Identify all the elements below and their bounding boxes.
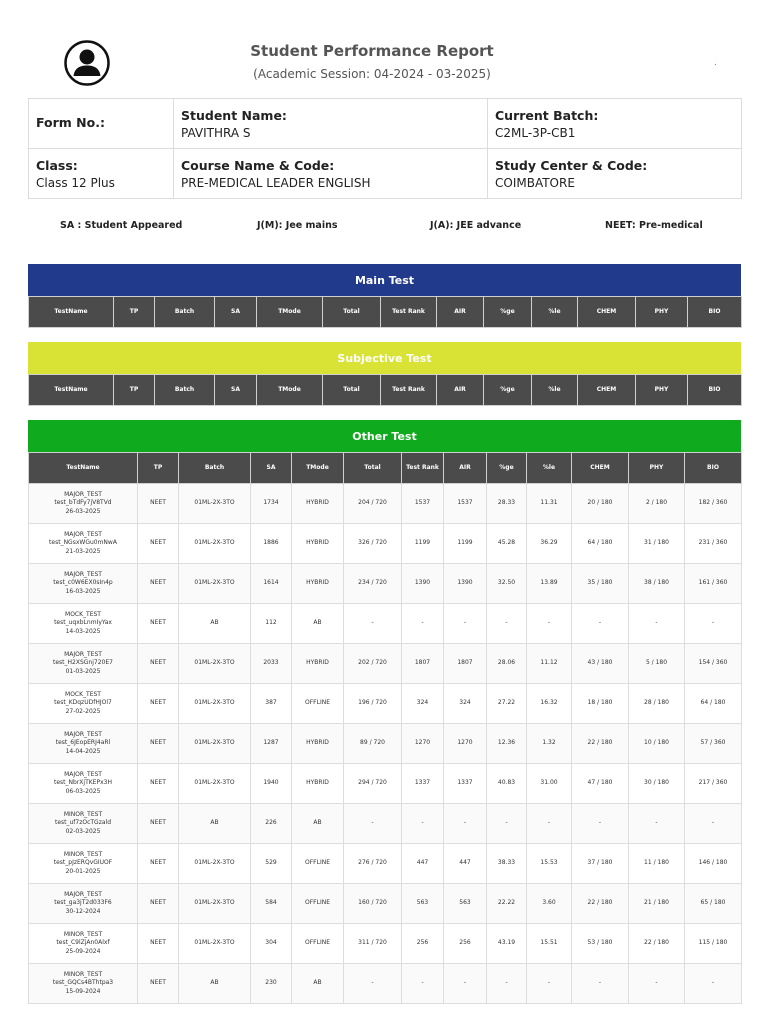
column-header-sa: SA	[215, 375, 257, 406]
cell-phy: 2 / 180	[629, 484, 685, 524]
cell-tmode: HYBRID	[292, 724, 344, 764]
cell-air: 1337	[444, 764, 487, 804]
column-header-testname: TestName	[29, 297, 114, 328]
course-cell	[174, 149, 488, 199]
column-header-batch: Batch	[155, 375, 215, 406]
cell-test-rank: 1199	[402, 524, 444, 564]
cell-total: 326 / 720	[344, 524, 402, 564]
cell-testname: MAJOR_TEST test_NbrXjTKEPx3H 06-03-2025	[29, 764, 138, 804]
cell-test-rank: 1807	[402, 644, 444, 684]
cell-phy: 10 / 180	[629, 724, 685, 764]
current-batch-value: C2ML-3P-CB1	[495, 125, 576, 140]
cell-bio: 154 / 360	[685, 644, 742, 684]
cell-tp: NEET	[138, 724, 179, 764]
other-test-table	[28, 452, 742, 1004]
cell-test-rank: 324	[402, 684, 444, 724]
cell-chem: 18 / 180	[572, 684, 629, 724]
class-label: Class:	[36, 157, 78, 173]
main-test-banner: Main Test	[28, 264, 741, 296]
cell-tp: NEET	[138, 844, 179, 884]
cell-pct-le: 15.51	[527, 924, 572, 964]
column-header-pct-le: %le	[532, 297, 578, 328]
cell-pct-le: 11.31	[527, 484, 572, 524]
header-dot: .	[714, 58, 717, 68]
legend-jee-mains: J(M): Jee mains	[257, 220, 338, 231]
cell-sa: 2033	[251, 644, 292, 684]
cell-chem: 64 / 180	[572, 524, 629, 564]
cell-tp: NEET	[138, 964, 179, 1004]
legend-jee-advance: J(A): JEE advance	[430, 220, 522, 231]
cell-air: 1537	[444, 484, 487, 524]
column-header-phy: PHY	[636, 375, 688, 406]
cell-chem: -	[572, 804, 629, 844]
cell-tmode: OFFLINE	[292, 884, 344, 924]
cell-testname: MOCK_TEST test_uqxbLnmIyYax 14-03-2025	[29, 604, 138, 644]
cell-batch: 01ML-2X-3TO	[179, 844, 251, 884]
cell-air: 324	[444, 684, 487, 724]
cell-total: -	[344, 964, 402, 1004]
cell-batch: AB	[179, 604, 251, 644]
cell-test-rank: 1270	[402, 724, 444, 764]
cell-test-rank: -	[402, 604, 444, 644]
cell-sa: 304	[251, 924, 292, 964]
legend-neet: NEET: Pre-medical	[605, 220, 703, 231]
table-row	[29, 964, 742, 1004]
cell-tmode: OFFLINE	[292, 844, 344, 884]
cell-bio: -	[685, 964, 742, 1004]
cell-batch: 01ML-2X-3TO	[179, 764, 251, 804]
cell-testname: MINOR_TEST test_GQCs4BThtpa3 15-09-2024	[29, 964, 138, 1004]
table-row	[29, 804, 742, 844]
cell-total: 89 / 720	[344, 724, 402, 764]
cell-pct-le: 15.53	[527, 844, 572, 884]
cell-bio: 231 / 360	[685, 524, 742, 564]
cell-testname: MINOR_TEST test_pJzERQvGIUOF 20-01-2025	[29, 844, 138, 884]
cell-total: 294 / 720	[344, 764, 402, 804]
cell-pct-le: 36.29	[527, 524, 572, 564]
cell-phy: -	[629, 604, 685, 644]
cell-pct-le: -	[527, 964, 572, 1004]
table-row	[29, 484, 742, 524]
cell-batch: 01ML-2X-3TO	[179, 724, 251, 764]
cell-batch: 01ML-2X-3TO	[179, 644, 251, 684]
cell-pct-le: 16.32	[527, 684, 572, 724]
table-row	[29, 764, 742, 804]
cell-tmode: HYBRID	[292, 484, 344, 524]
other-test-header-row	[29, 453, 742, 484]
cell-pct-ge: 27.22	[487, 684, 527, 724]
cell-test-rank: 1537	[402, 484, 444, 524]
cell-pct-ge: -	[487, 804, 527, 844]
column-header-sa: SA	[215, 297, 257, 328]
cell-total: 234 / 720	[344, 564, 402, 604]
student-name-label: Student Name:	[181, 107, 287, 123]
cell-air: 1199	[444, 524, 487, 564]
cell-sa: 387	[251, 684, 292, 724]
column-header-pct-le: %le	[527, 453, 572, 484]
study-center-cell	[488, 149, 742, 199]
column-header-total: Total	[323, 297, 381, 328]
cell-chem: 47 / 180	[572, 764, 629, 804]
column-header-test-rank: Test Rank	[402, 453, 444, 484]
column-header-tmode: TMode	[257, 375, 323, 406]
column-header-pct-ge: %ge	[484, 375, 532, 406]
cell-sa: 1734	[251, 484, 292, 524]
column-header-sa: SA	[251, 453, 292, 484]
cell-test-rank: 563	[402, 884, 444, 924]
table-row	[29, 884, 742, 924]
cell-total: 204 / 720	[344, 484, 402, 524]
cell-sa: 584	[251, 884, 292, 924]
cell-pct-ge: 28.33	[487, 484, 527, 524]
cell-pct-ge: 28.06	[487, 644, 527, 684]
column-header-tp: TP	[114, 375, 155, 406]
cell-chem: 35 / 180	[572, 564, 629, 604]
cell-air: 1807	[444, 644, 487, 684]
cell-tmode: HYBRID	[292, 564, 344, 604]
cell-pct-ge: 38.33	[487, 844, 527, 884]
cell-chem: -	[572, 964, 629, 1004]
cell-phy: 30 / 180	[629, 764, 685, 804]
cell-bio: 64 / 180	[685, 684, 742, 724]
cell-batch: AB	[179, 964, 251, 1004]
subjective-test-header-row	[29, 375, 742, 406]
column-header-testname: TestName	[29, 453, 138, 484]
cell-pct-ge: 43.19	[487, 924, 527, 964]
cell-tp: NEET	[138, 604, 179, 644]
cell-batch: 01ML-2X-3TO	[179, 524, 251, 564]
column-header-tp: TP	[138, 453, 179, 484]
cell-batch: 01ML-2X-3TO	[179, 684, 251, 724]
cell-phy: -	[629, 964, 685, 1004]
cell-pct-ge: -	[487, 964, 527, 1004]
cell-bio: 146 / 180	[685, 844, 742, 884]
student-name-cell	[174, 99, 488, 149]
cell-testname: MAJOR_TEST test_NGsxWGu0mNwA 21-03-2025	[29, 524, 138, 564]
cell-phy: 5 / 180	[629, 644, 685, 684]
cell-chem: 53 / 180	[572, 924, 629, 964]
cell-total: -	[344, 604, 402, 644]
cell-pct-le: -	[527, 604, 572, 644]
cell-sa: 112	[251, 604, 292, 644]
column-header-air: AIR	[437, 375, 484, 406]
table-row	[29, 604, 742, 644]
table-row	[29, 564, 742, 604]
cell-phy: 31 / 180	[629, 524, 685, 564]
cell-pct-le: 31.00	[527, 764, 572, 804]
cell-pct-ge: 40.83	[487, 764, 527, 804]
table-row	[29, 684, 742, 724]
subjective-test-section	[28, 342, 741, 406]
column-header-bio: BIO	[688, 375, 742, 406]
cell-tp: NEET	[138, 924, 179, 964]
cell-tp: NEET	[138, 644, 179, 684]
cell-pct-le: 3.60	[527, 884, 572, 924]
report-title: Student Performance Report	[250, 42, 494, 60]
column-header-phy: PHY	[636, 297, 688, 328]
table-row	[29, 644, 742, 684]
cell-tp: NEET	[138, 884, 179, 924]
cell-bio: 182 / 360	[685, 484, 742, 524]
cell-batch: 01ML-2X-3TO	[179, 484, 251, 524]
column-header-batch: Batch	[179, 453, 251, 484]
cell-test-rank: 256	[402, 924, 444, 964]
cell-air: 563	[444, 884, 487, 924]
cell-pct-ge: -	[487, 604, 527, 644]
cell-batch: AB	[179, 804, 251, 844]
cell-tmode: AB	[292, 964, 344, 1004]
report-header	[0, 0, 768, 96]
cell-tp: NEET	[138, 564, 179, 604]
subjective-test-banner: Subjective Test	[28, 342, 741, 374]
cell-tmode: OFFLINE	[292, 924, 344, 964]
column-header-phy: PHY	[629, 453, 685, 484]
main-test-header-row	[29, 297, 742, 328]
cell-sa: 1940	[251, 764, 292, 804]
cell-tmode: HYBRID	[292, 764, 344, 804]
cell-testname: MAJOR_TEST test_H2XSGnj720E7 01-03-2025	[29, 644, 138, 684]
cell-pct-ge: 12.36	[487, 724, 527, 764]
cell-tmode: HYBRID	[292, 644, 344, 684]
cell-chem: 43 / 180	[572, 644, 629, 684]
column-header-air: AIR	[437, 297, 484, 328]
cell-air: 1390	[444, 564, 487, 604]
cell-chem: 20 / 180	[572, 484, 629, 524]
cell-testname: MOCK_TEST test_KDqzUDfHJOl7 27-02-2025	[29, 684, 138, 724]
cell-chem: 22 / 180	[572, 724, 629, 764]
legend-sa: SA : Student Appeared	[60, 220, 183, 231]
cell-pct-le: 13.89	[527, 564, 572, 604]
student-info-table	[28, 98, 742, 199]
cell-air: 256	[444, 924, 487, 964]
cell-total: -	[344, 804, 402, 844]
cell-sa: 1614	[251, 564, 292, 604]
class-value: Class 12 Plus	[36, 175, 115, 190]
class-cell	[29, 149, 174, 199]
table-row	[29, 524, 742, 564]
study-center-label: Study Center & Code:	[495, 157, 648, 173]
cell-pct-le: 1.32	[527, 724, 572, 764]
column-header-tp: TP	[114, 297, 155, 328]
column-header-test-rank: Test Rank	[381, 375, 437, 406]
column-header-tmode: TMode	[257, 297, 323, 328]
form-no-cell	[29, 99, 174, 149]
study-center-value: COIMBATORE	[495, 175, 575, 190]
cell-bio: -	[685, 804, 742, 844]
cell-total: 202 / 720	[344, 644, 402, 684]
table-row	[29, 924, 742, 964]
cell-tmode: OFFLINE	[292, 684, 344, 724]
cell-bio: 65 / 180	[685, 884, 742, 924]
cell-test-rank: -	[402, 804, 444, 844]
cell-sa: 1287	[251, 724, 292, 764]
cell-phy: -	[629, 804, 685, 844]
cell-phy: 28 / 180	[629, 684, 685, 724]
cell-pct-le: 11.12	[527, 644, 572, 684]
cell-sa: 529	[251, 844, 292, 884]
column-header-chem: CHEM	[578, 297, 636, 328]
main-test-section	[28, 264, 741, 328]
column-header-chem: CHEM	[572, 453, 629, 484]
cell-sa: 230	[251, 964, 292, 1004]
cell-test-rank: -	[402, 964, 444, 1004]
other-test-section	[28, 420, 741, 1004]
cell-testname: MAJOR_TEST test_bTdFy7jV8TVd 26-03-2025	[29, 484, 138, 524]
cell-phy: 22 / 180	[629, 924, 685, 964]
column-header-total: Total	[344, 453, 402, 484]
cell-pct-ge: 32.50	[487, 564, 527, 604]
table-row	[29, 724, 742, 764]
cell-chem: 22 / 180	[572, 884, 629, 924]
cell-tmode: AB	[292, 604, 344, 644]
cell-total: 311 / 720	[344, 924, 402, 964]
cell-phy: 11 / 180	[629, 844, 685, 884]
other-test-banner: Other Test	[28, 420, 741, 452]
cell-pct-ge: 45.28	[487, 524, 527, 564]
cell-air: 447	[444, 844, 487, 884]
cell-pct-ge: 22.22	[487, 884, 527, 924]
cell-tmode: AB	[292, 804, 344, 844]
cell-testname: MAJOR_TEST test_6JEopERJ4aRl 14-04-2025	[29, 724, 138, 764]
cell-tp: NEET	[138, 804, 179, 844]
column-header-bio: BIO	[688, 297, 742, 328]
cell-total: 160 / 720	[344, 884, 402, 924]
cell-phy: 21 / 180	[629, 884, 685, 924]
course-label: Course Name & Code:	[181, 157, 335, 173]
cell-bio: -	[685, 604, 742, 644]
cell-bio: 161 / 360	[685, 564, 742, 604]
cell-test-rank: 447	[402, 844, 444, 884]
column-header-pct-ge: %ge	[487, 453, 527, 484]
cell-chem: -	[572, 604, 629, 644]
cell-tmode: HYBRID	[292, 524, 344, 564]
column-header-chem: CHEM	[578, 375, 636, 406]
column-header-pct-le: %le	[532, 375, 578, 406]
cell-bio: 217 / 360	[685, 764, 742, 804]
column-header-bio: BIO	[685, 453, 742, 484]
cell-testname: MAJOR_TEST test_c0W6EX0sIn4p 16-03-2025	[29, 564, 138, 604]
cell-testname: MINOR_TEST test_C9lZjAn0Alxf 25-09-2024	[29, 924, 138, 964]
cell-tp: NEET	[138, 764, 179, 804]
cell-air: -	[444, 804, 487, 844]
form-no-label: Form No.:	[36, 114, 105, 130]
cell-tp: NEET	[138, 524, 179, 564]
other-test-body	[29, 484, 742, 1004]
column-header-test-rank: Test Rank	[381, 297, 437, 328]
cell-tp: NEET	[138, 684, 179, 724]
cell-testname: MINOR_TEST test_uf7zOcTGzald 02-03-2025	[29, 804, 138, 844]
cell-phy: 38 / 180	[629, 564, 685, 604]
current-batch-cell	[488, 99, 742, 149]
column-header-tmode: TMode	[292, 453, 344, 484]
cell-air: 1270	[444, 724, 487, 764]
cell-batch: 01ML-2X-3TO	[179, 924, 251, 964]
cell-sa: 1886	[251, 524, 292, 564]
column-header-testname: TestName	[29, 375, 114, 406]
table-row	[29, 844, 742, 884]
cell-air: -	[444, 964, 487, 1004]
subjective-test-table	[28, 374, 742, 406]
cell-sa: 226	[251, 804, 292, 844]
cell-bio: 57 / 360	[685, 724, 742, 764]
cell-batch: 01ML-2X-3TO	[179, 884, 251, 924]
cell-bio: 115 / 180	[685, 924, 742, 964]
column-header-total: Total	[323, 375, 381, 406]
main-test-table	[28, 296, 742, 328]
student-name-value: PAVITHRA S	[181, 125, 251, 140]
academic-session: (Academic Session: 04-2024 - 03-2025)	[253, 67, 491, 81]
column-header-batch: Batch	[155, 297, 215, 328]
course-value: PRE-MEDICAL LEADER ENGLISH	[181, 175, 371, 190]
cell-test-rank: 1390	[402, 564, 444, 604]
cell-pct-le: -	[527, 804, 572, 844]
cell-chem: 37 / 180	[572, 844, 629, 884]
cell-batch: 01ML-2X-3TO	[179, 564, 251, 604]
cell-test-rank: 1337	[402, 764, 444, 804]
column-header-air: AIR	[444, 453, 487, 484]
column-header-pct-ge: %ge	[484, 297, 532, 328]
current-batch-label: Current Batch:	[495, 107, 599, 123]
cell-tp: NEET	[138, 484, 179, 524]
cell-testname: MAJOR_TEST test_ga3jT2d033F6 30-12-2024	[29, 884, 138, 924]
cell-air: -	[444, 604, 487, 644]
cell-total: 276 / 720	[344, 844, 402, 884]
cell-total: 196 / 720	[344, 684, 402, 724]
